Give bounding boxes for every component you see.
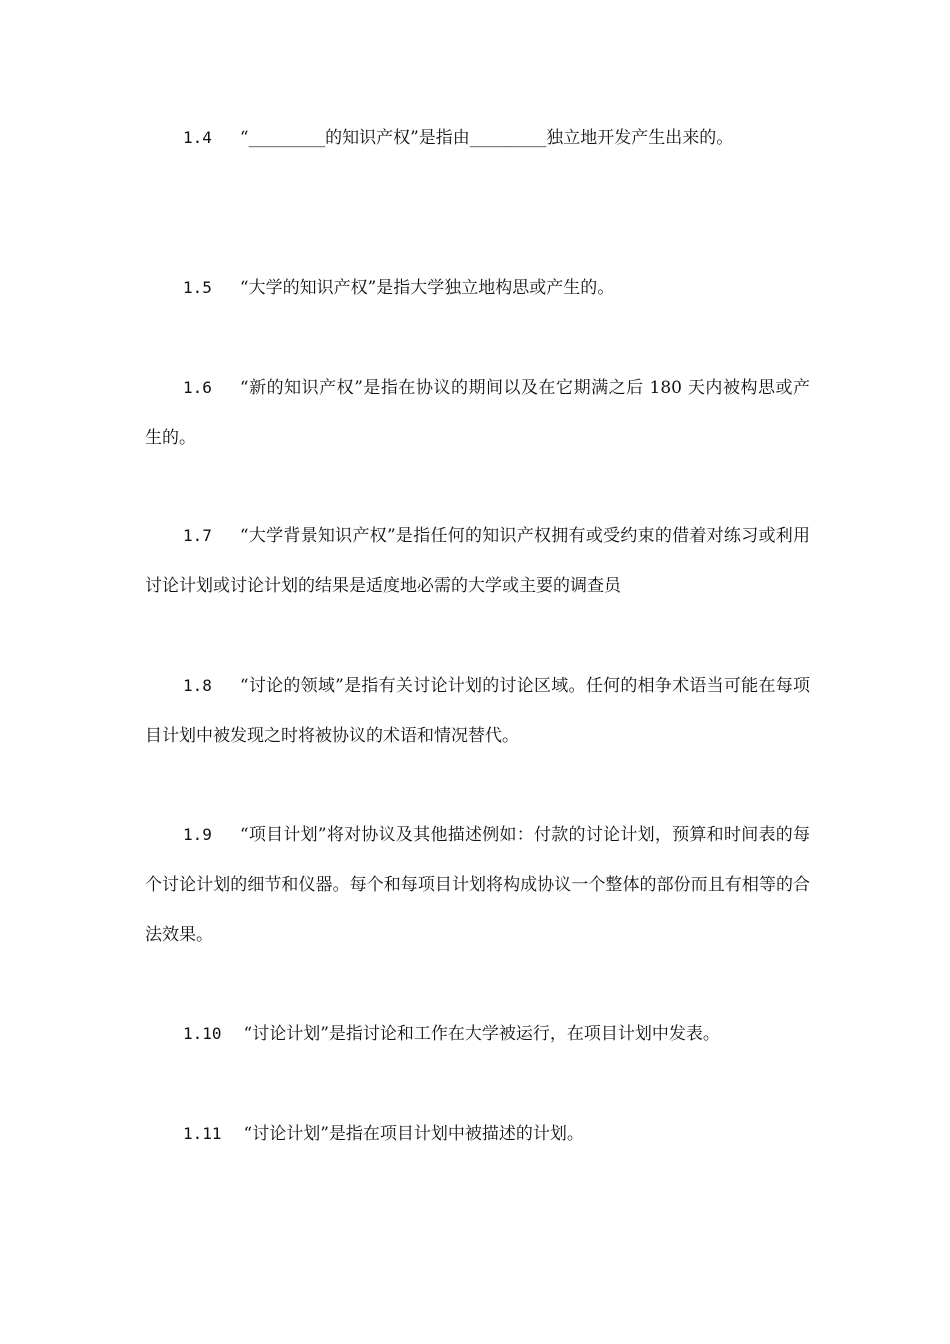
clause-1-5 <box>145 263 810 313</box>
clause-number: 1.10 <box>183 1024 222 1043</box>
clause-text: “大学的知识产权”是指大学独立地构思或产生的。 <box>239 278 615 298</box>
clause-text: “_________的知识产权”是指由_________独立地开发产生出来的。 <box>239 128 734 148</box>
clause-1-7 <box>145 511 810 611</box>
clause-text: “新的知识产权”是指在协议的期间以及在它期满之后 180 天内被构思或产生的。 <box>145 378 810 448</box>
clause-number: 1.5 <box>183 278 212 297</box>
clause-number: 1.7 <box>183 526 212 545</box>
clause-1-4 <box>145 113 810 163</box>
clause-text: “讨论的领域”是指有关讨论计划的讨论区域。任何的相争术语当可能在每项目计划中被发现之时将被协议的术语和情况替代。 <box>145 676 810 746</box>
clause-text: “大学背景知识产权”是指任何的知识产权拥有或受约束的借着对练习或利用讨论计划或讨论计划的结果是适度地必需的大学或主要的调查员 <box>145 526 810 596</box>
clause-number: 1.9 <box>183 825 212 844</box>
clause-number: 1.4 <box>183 128 212 147</box>
clause-1-10 <box>145 1009 810 1059</box>
clause-1-9 <box>145 810 810 960</box>
clause-number: 1.11 <box>183 1124 222 1143</box>
clause-1-6 <box>145 363 810 463</box>
clause-text: “讨论计划”是指在项目计划中被描述的计划。 <box>243 1124 584 1144</box>
clause-number: 1.8 <box>183 676 212 695</box>
clause-number: 1.6 <box>183 378 212 397</box>
clause-1-8 <box>145 661 810 761</box>
clause-text: “讨论计划”是指讨论和工作在大学被运行，在项目计划中发表。 <box>243 1024 720 1044</box>
clause-1-11 <box>145 1109 810 1159</box>
clause-text: “项目计划”将对协议及其他描述例如：付款的讨论计划，预算和时间表的每个讨论计划的细节和仪器。每个和每项目计划将构成协议一个整体的部份而且有相等的合法效果。 <box>145 825 810 945</box>
